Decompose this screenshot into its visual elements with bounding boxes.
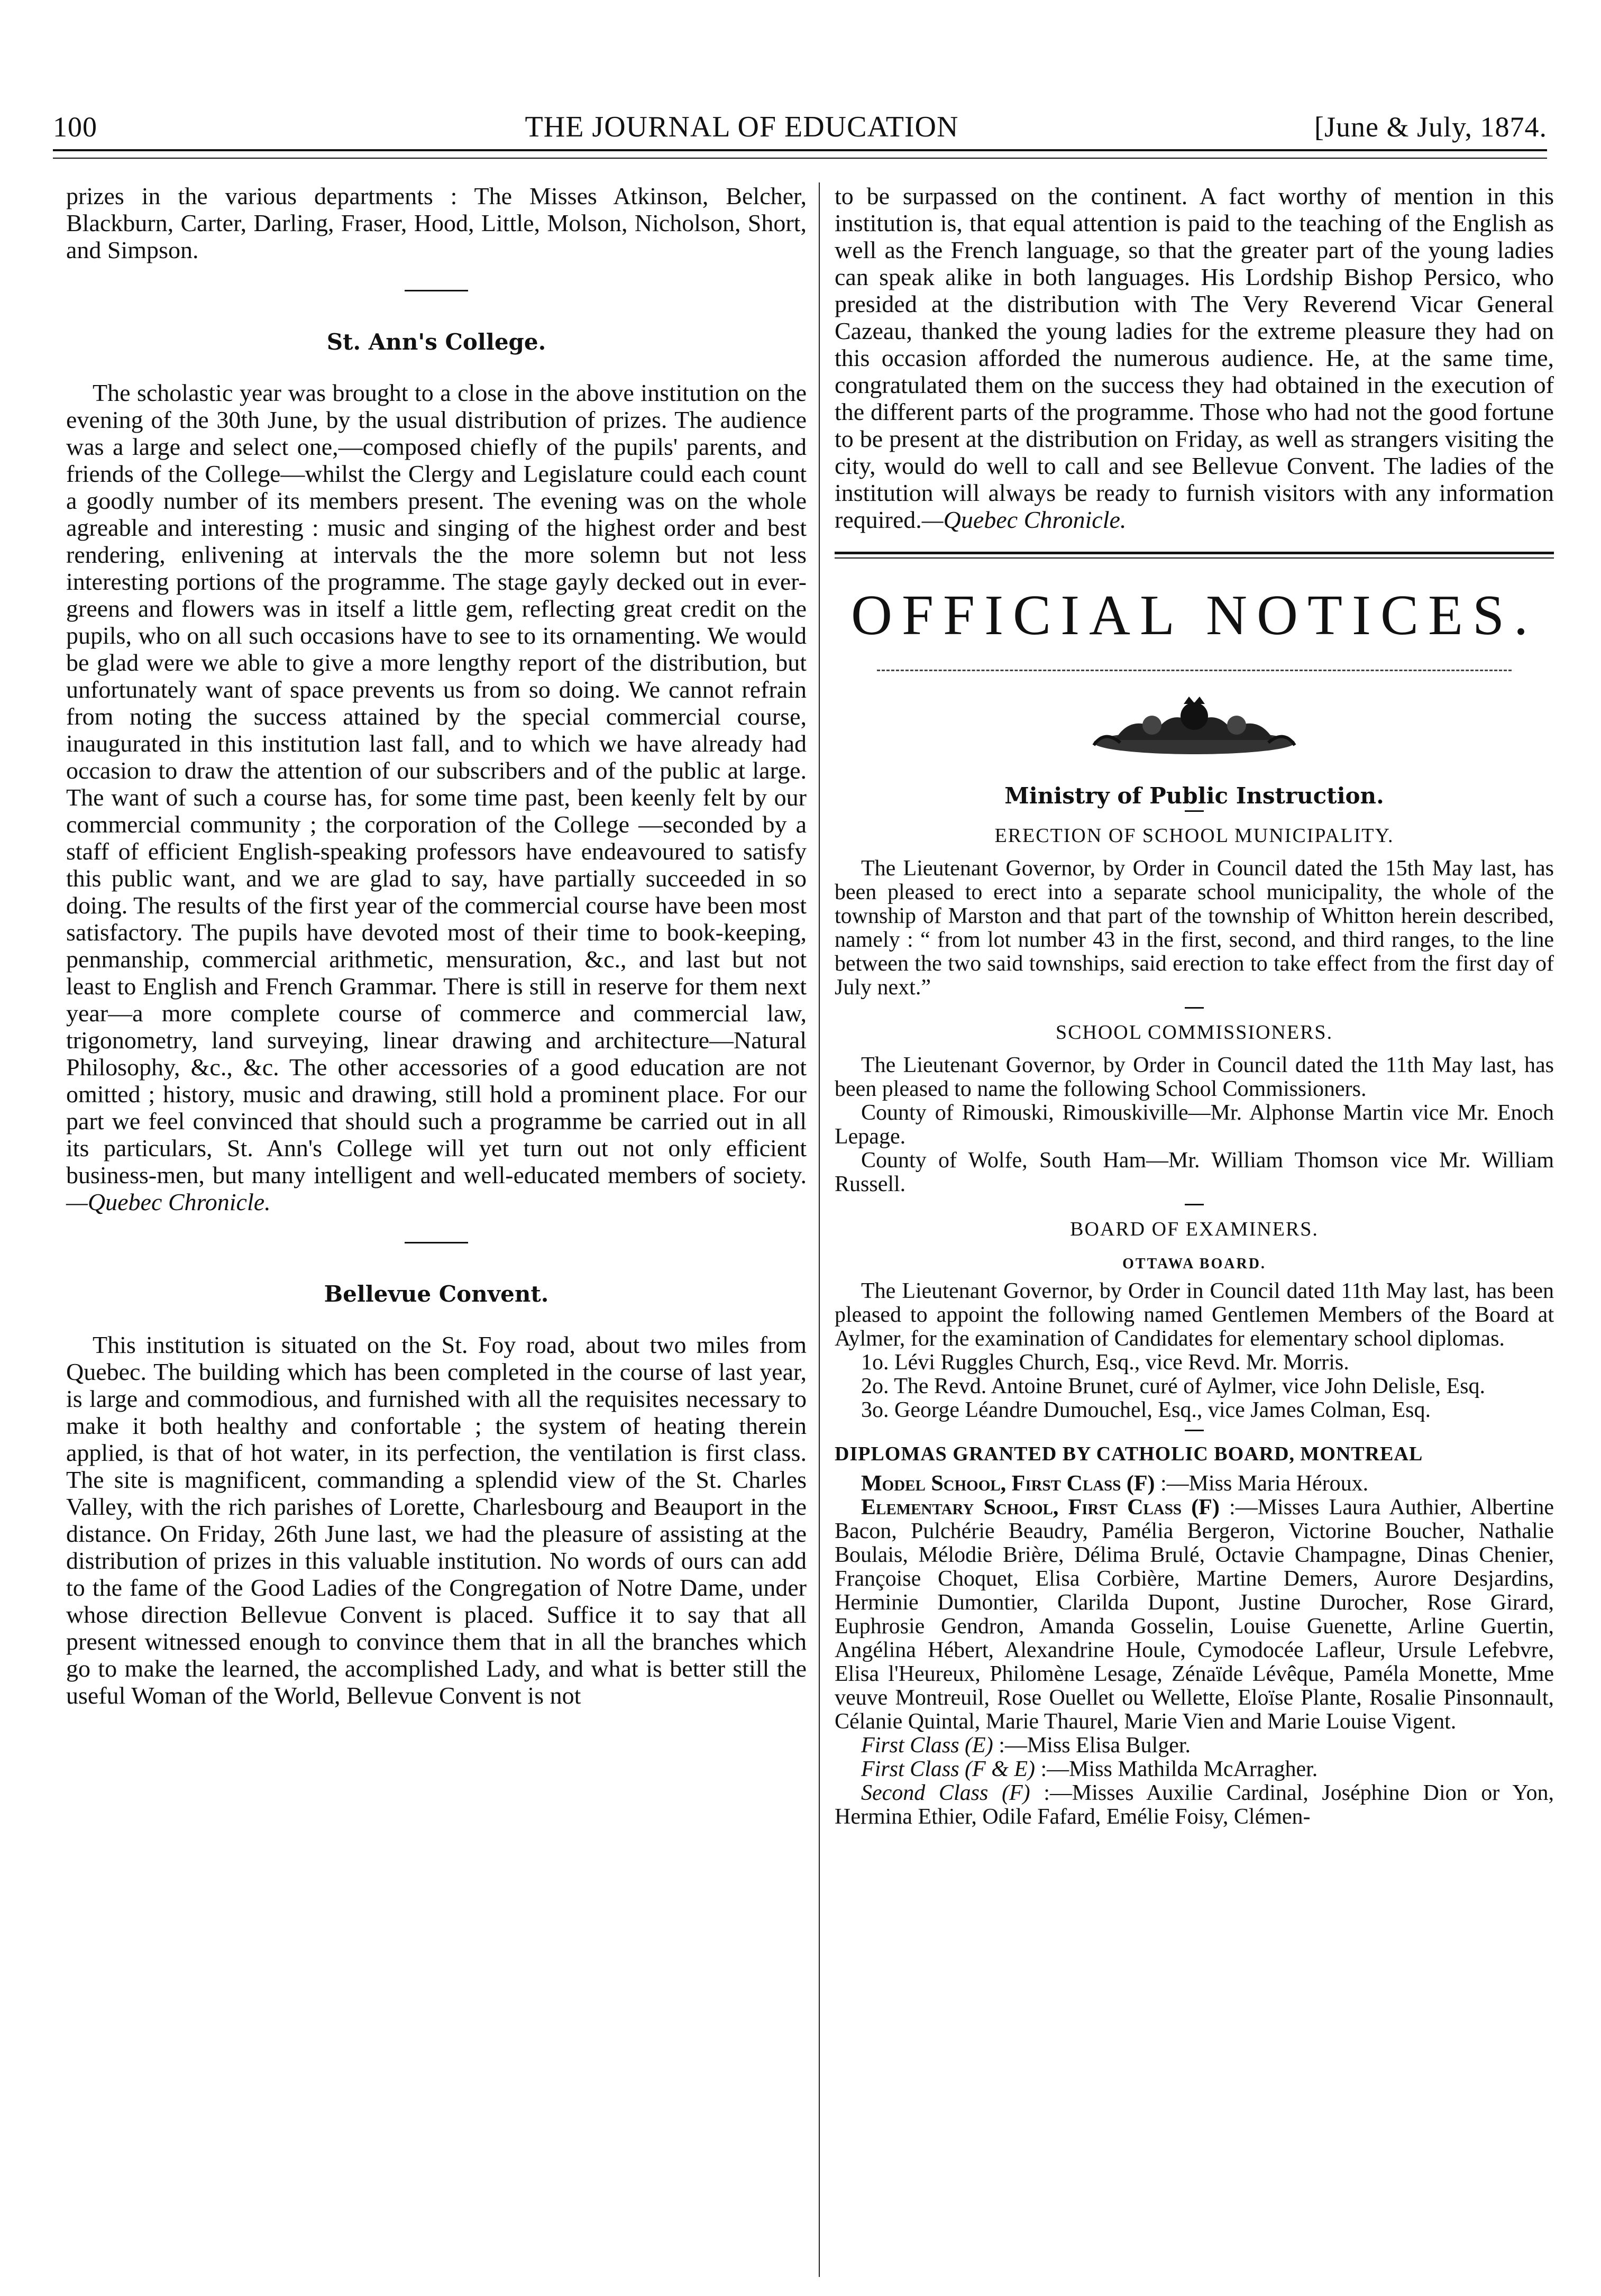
st-anns-text: The scholastic year was brought to a close in the above institution on the evening of the 30th June, by the usual distribution of prizes. The audience was a large and select one,—composed chiefly of the pupils' parents, and friends of the College—whilst the Clergy and Legislature could each count a goodly number of its members present. The evening was on the whole agreable and interesting : music and singing of the highest order and best rendering, enlivening at intervals the the more solemn but not less interesting portions of the programme. The stage gayly decked out in ever-greens and flowers was in itself a little gem, reflecting great credit on the pupils, who on all such occasions have to see to its ornamenting. We would be glad were we able to give a more lengthy report of the distribution, but unfortunately want of space prevents us from so doing. We cannot refrain from noting the success attained by the special commercial course, inaugurated in this institution last fall, and to which we have already had occasion to draw the attention of our subscribers and of the public at large. The want of such a course has, for some time past, been keenly felt by our commercial community ; the corporation of the College —seconded by a staff of efficient English-speaking professors have endeavoured to satisfy this public want, and we are glad to say, have partially succeeded in so doing. The results of the first year of the commercial course have been most satisfactory. The pupils have devoted most of their time to book-keeping, penmanship, commercial arithmetic, mensuration, &c., and last but not least to English and French Grammar. There is still in reserve for them next year—a more complete course of commerce and commercial law, trigonometry, land surveying, linear drawing and architecture—Natural Philosophy, &c., &c. The other accessories of a good education are not omitted ; history, music and drawing, still hold a prominent place. For our part we feel convinced that should such a programme be carried out in all its particulars, St. Ann's College will yet turn out not only efficient business-men, but many intelligent and well-educated members of society. [66,379,807,1188]
dash-divider [1185,1430,1204,1431]
commissioners-item-2: County of Wolfe, South Ham—Mr. William Thomson vice Mr. William Russell. [835,1148,1554,1196]
journal-title: THE JOURNAL OF EDUCATION [525,111,959,143]
intro-paragraph: prizes in the various departments : The Misses Atkinson, Belcher, Blackburn, Carter, Darling, Fraser, Hood, Little, Molson, Nicholson, Short, and Simpson. [66,182,807,263]
continuation-source: —Quebec Chronicle. [921,506,1127,533]
ministry-title: Ministry of Public Instruction. [1004,783,1384,809]
diploma-second-label: Second Class (F) [861,1781,1030,1805]
header-rule-thick [53,149,1547,151]
commissioners-item-1: County of Rimouski, Rimouskiville—Mr. Alphonse Martin vice Mr. Enoch Lepage. [835,1101,1554,1149]
erection-text: The Lieutenant Governor, by Order in Council dated the 15th May last, has been pleased to erect into a separate school municipality, the whole of the township of Marston and that part of the township of Whitton herein described, namely : “ from lot number 43 in the first, second, and third ranges, to the line between the two said townships, said erection to take effect from the first day of July next.” [835,856,1554,1000]
diploma-second-text: :—Misses Auxilie Cardinal, Joséphine Dion or Yon, Hermina Ethier, Odile Fafard, Emélie Foisy, Clémen- [835,1781,1554,1829]
notices-dash-rule [877,670,1512,671]
diploma-first-fe-label: First Class (F & E) [861,1757,1036,1781]
official-notices-title: OFFICIAL NOTICES. [850,584,1538,647]
bellevue-paragraph: This institution is situated on the St. Foy road, about two miles from Quebec. The building which has been completed in the course of last year, is large and commodious, and furnished with all the requisites necessary to make it both healthy and confortable ; the system of heating therein applied, is that of hot water, in its perfection, the ventilation is first class. The site is magnificent, commanding a splendid view of the St. Charles Valley, with the rich parishes of Lorette, Charlesbourg and Beauport in the distance. On Friday, 26th June last, we had the pleasure of assisting at the distribution of prizes in this valuable institution. No words of ours can add to the fame of the Good Ladies of the Congregation of Notre Dame, under whose direction Bellevue Convent is placed. Suffice it to say that all present witnessed enough to convince them that in all the branches which go to make the learned, the accomplished Lady, and what is better still the useful Woman of the World, Bellevue Convent is not [66,1331,807,1709]
examiners-heading: BOARD OF EXAMINERS. [1070,1218,1319,1240]
notices-rule-thick [835,552,1554,554]
section-divider [405,1242,468,1243]
page-number: 100 [53,111,97,143]
diploma-first-e [835,1734,1554,1758]
section-divider [405,290,468,291]
examiners-item-1: 1o. Lévi Ruggles Church, Esq., vice Revd. Mr. Morris. [861,1350,1349,1375]
commissioners-heading: SCHOOL COMMISSIONERS. [1055,1021,1333,1044]
dash-divider [1185,1204,1204,1205]
continuation-text: to be surpassed on the continent. A fact worthy of mention in this institution is, that equal attention is paid to the teaching of the English as well as the French language, so that the greater part of the young ladies can speak alike in both languages. His Lordship Bishop Persico, who presided at the distribution with The Very Reverend Vicar General Cazeau, thanked the young ladies for the extreme pleasure they had on this occasion afforded the numerous audience. He, at the same time, congratulated them on the success they had obtained in the execution of the different parts of the programme. Those who had not the good fortune to be present at the distribution on Friday, as well as strangers visiting the city, would do well to call and see Bellevue Convent. The ladies of the institution will always be ready to furnish visitors with any information required. [835,182,1554,533]
page-header [53,106,1547,148]
diploma-second [835,1781,1554,1829]
diploma-first-fe [835,1758,1554,1781]
bellevue-continuation [835,182,1554,533]
diploma-model-text: :—Miss Maria Héroux. [1160,1471,1369,1496]
bellevue-title: Bellevue Convent. [324,1281,549,1307]
st-anns-paragraph [66,379,807,1215]
issue-date: [June & July, 1874. [1314,111,1547,143]
header-rule-thin [53,158,1547,159]
st-anns-title: St. Ann's College. [326,329,546,355]
left-column [66,182,807,1709]
diplomas-heading: DIPLOMAS GRANTED BY CATHOLIC BOARD, MONTREAL [835,1443,1423,1465]
dash-divider [1185,1007,1204,1009]
examiners-item-3: 3o. George Léandre Dumouchel, Esq., vice James Colman, Esq. [861,1398,1431,1422]
diploma-elementary [835,1496,1554,1734]
notices-rule-thin [835,557,1554,559]
st-anns-source: —Quebec Chronicle. [66,1188,271,1215]
royal-emblem-icon [835,692,1554,766]
diploma-model [835,1472,1554,1496]
column-separator [819,182,820,2277]
diploma-elementary-text: :—Misses Laura Authier, Albertine Bacon, Pulchérie Beaudry, Pamélia Bergeron, Victorine Boucher, Nathalie Boulais, Mélodie Brière, Délima Brulé, Octavie Champagne, Dinas Chenier, Françoise Choquet, Elisa Corbière, Martine Demers, Aurore Desjardins, Herminie Dumontier, Clarilda Dupont, Justine Durocher, Rose Girard, Euphrosie Gendron, Amanda Gosselin, Louise Guenette, Arline Guertin, Angélina Hébert, Alexandrine Houle, Cymodocée Lafleur, Ursule Lefebvre, Elisa l'Heureux, Philomène Lesage, Zénaïde Lévêque, Paméla Monette, Mme veuve Montreuil, Rose Ouellet ou Wellette, Eloïse Plante, Rosalie Pinsonnault, Célanie Quintal, Marie Thaurel, Marie Vien and Marie Louise Vigent. [835,1495,1554,1734]
diploma-model-label: Model School, First Class (F) [861,1471,1155,1496]
ottawa-board-heading: OTTAWA BOARD. [1122,1256,1266,1272]
commissioners-text: The Lieutenant Governor, by Order in Council dated the 11th May last, has been pleased to name the following School Commissioners. [835,1053,1554,1101]
dash-divider [1185,810,1204,812]
diploma-first-fe-text: :—Miss Mathilda McArragher. [1040,1757,1318,1781]
diploma-first-e-label: First Class (E) [861,1733,993,1758]
diploma-first-e-text: :—Miss Elisa Bulger. [999,1733,1191,1758]
examiners-item-2: 2o. The Revd. Antoine Brunet, curé of Aylmer, vice John Delisle, Esq. [861,1374,1485,1398]
right-column [835,182,1554,1829]
examiners-text: The Lieutenant Governor, by Order in Council dated 11th May last, has been pleased to appoint the following named Gentlemen Members of the Board at Aylmer, for the examination of Candidates for elementary school diplomas. [835,1279,1554,1351]
erection-heading: ERECTION OF SCHOOL MUNICIPALITY. [994,825,1394,847]
diploma-elementary-label: Elementary School, First Class (F) [861,1495,1220,1520]
